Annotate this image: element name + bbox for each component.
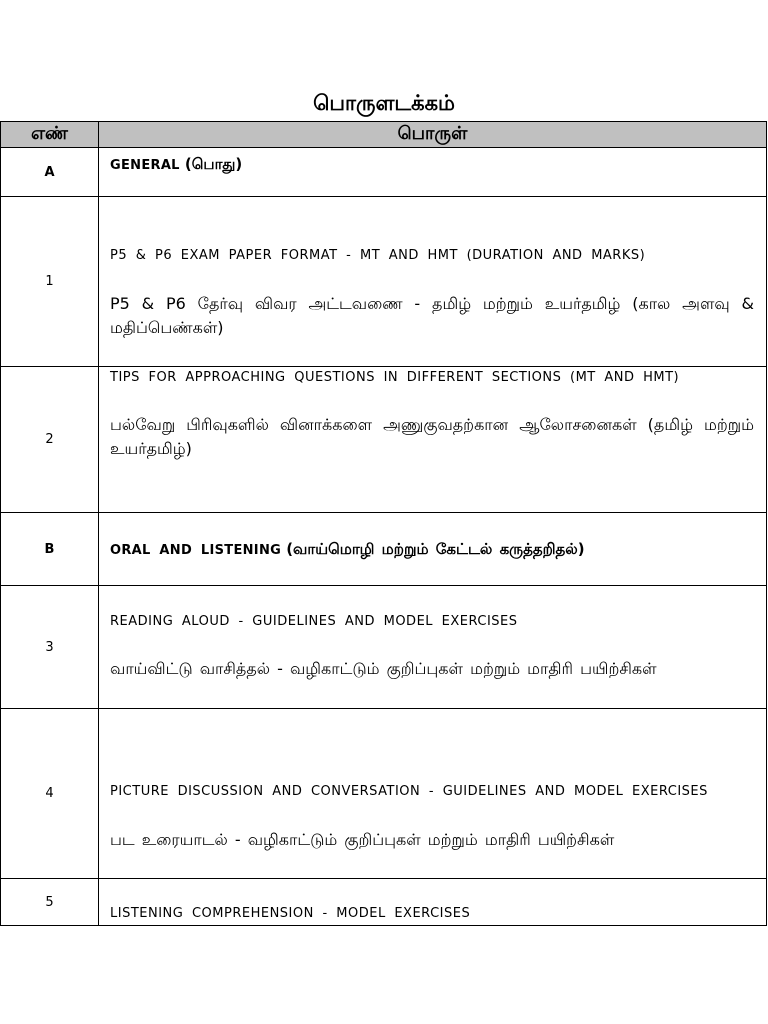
table-row-item-4: [1, 709, 767, 879]
row-english-title: GENERAL: [110, 158, 180, 173]
row-content: [99, 513, 767, 586]
row-english-title: P5 & P6 EXAM PAPER FORMAT - MT AND HMT (DURATION AND MARKS): [110, 248, 646, 263]
table-row-item-5: [1, 879, 767, 926]
table-row-section-b: [1, 513, 767, 586]
row-english-title: LISTENING COMPREHENSION - MODEL EXERCISES: [110, 906, 471, 921]
row-number: 5: [1, 879, 99, 926]
contents-table: [0, 121, 767, 926]
table-row-item-1: [1, 197, 767, 367]
row-number: 4: [1, 709, 99, 879]
row-tamil-title: (வாய்மொழி மற்றும் கேட்டல் கருத்தறிதல்): [286, 540, 585, 558]
row-content: [99, 709, 767, 879]
row-english-title: READING ALOUD - GUIDELINES AND MODEL EXERCISES: [110, 614, 518, 629]
row-english-title: PICTURE DISCUSSION AND CONVERSATION - GUIDELINES AND MODEL EXERCISES: [110, 784, 708, 799]
page-title: பொருளடக்கம்: [313, 91, 455, 115]
table-row-item-2: [1, 367, 767, 513]
row-content: [99, 586, 767, 709]
table-row-item-3: [1, 586, 767, 709]
row-number: B: [1, 513, 99, 586]
row-english-title: ORAL AND LISTENING: [110, 543, 282, 558]
row-tamil-title: பல்வேறு பிரிவுகளில் வினாக்களை அணுகுவதற்கான ஆலோசனைகள் (தமிழ் மற்றும் உயர்தமிழ்): [110, 415, 754, 458]
row-english-title: TIPS FOR APPROACHING QUESTIONS IN DIFFERENT SECTIONS (MT AND HMT): [110, 370, 680, 385]
row-tamil-title: பட உரையாடல் - வழிகாட்டும் குறிப்புகள் மற்றும் மாதிரி பயிற்சிகள்: [110, 830, 615, 849]
row-number: A: [1, 148, 99, 197]
table-row-section-a: [1, 148, 767, 197]
header-number: எண்: [1, 122, 99, 148]
header-subject: பொருள்: [99, 122, 767, 148]
row-tamil-title: வாய்விட்டு வாசித்தல் - வழிகாட்டும் குறிப்புகள் மற்றும் மாதிரி பயிற்சிகள்: [110, 659, 657, 678]
row-content: [99, 197, 767, 367]
row-number: 3: [1, 586, 99, 709]
row-number: 1: [1, 197, 99, 367]
row-content: [99, 148, 767, 197]
table-header-row: [1, 122, 767, 148]
row-tamil-title: (பொது): [184, 155, 243, 173]
section-heading: [110, 152, 754, 176]
row-content: [99, 367, 767, 513]
section-heading: [110, 537, 754, 561]
row-content: [99, 879, 767, 926]
row-tamil-title: P5 & P6 தேர்வு விவர அட்டவணை - தமிழ் மற்றும் உயர்தமிழ் (கால அளவு & மதிப்பெண்கள்): [110, 294, 754, 337]
row-number: 2: [1, 367, 99, 513]
